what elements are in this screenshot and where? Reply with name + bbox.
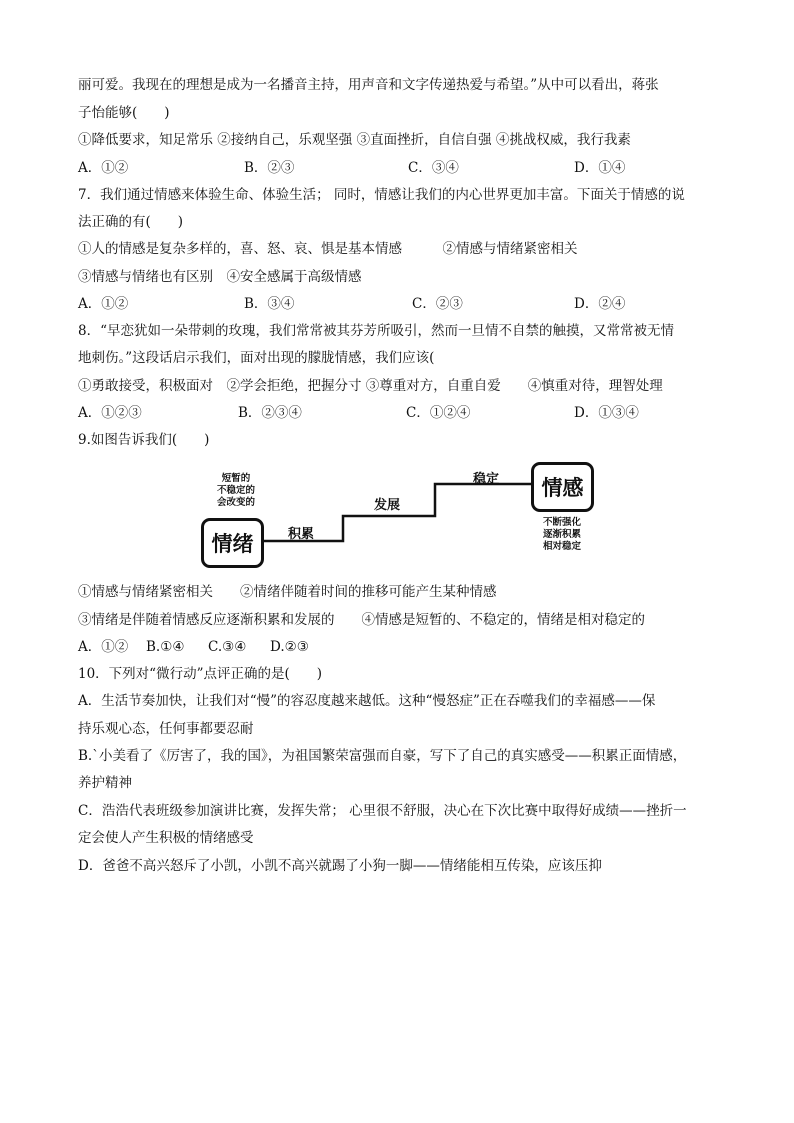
q10-option-a-line2[interactable]: 持乐观心态，任何事都要忍耐 (78, 721, 254, 737)
q9-statements-2: ③情绪是伴随着情感反应逐渐积累和发展的 ④情感是短暂的、不稳定的，情绪是相对稳定的 (78, 612, 645, 628)
step-develop-label: 发展 (374, 498, 401, 513)
q10-option-b-line1[interactable]: B.`小美看了《厉害了，我的国》，为祖国繁荣富强而自豪，写下了自己的真实感受——积累正面情感， (78, 748, 687, 764)
q9-option-b[interactable]: B.①④ (146, 639, 185, 655)
q6-option-c[interactable]: C．③④ (408, 160, 459, 176)
q8-stem-line2: 地刺伤。”这段话启示我们，面对出现的朦胧情感，我们应该( (78, 350, 435, 366)
q6-stem-line2: 子怡能够( ) (78, 105, 170, 121)
q6-stem-line1: 丽可爱。我现在的理想是成为一名播音主持，用声音和文字传递热爱与希望。”从中可以看出，蒋张 (78, 77, 659, 93)
step-stable-label: 稳定 (473, 472, 500, 487)
q9-option-c[interactable]: C.③④ (208, 639, 247, 655)
q10-option-c-line2[interactable]: 定会使人产生积极的情绪感受 (78, 830, 254, 846)
q10-option-b-line2[interactable]: 养护精神 (78, 775, 132, 791)
q8-option-b[interactable]: B．②③④ (238, 405, 302, 421)
q9-options (78, 638, 718, 656)
q7-statements-2: ③情感与情绪也有区别 ④安全感属于高级情感 (78, 269, 362, 285)
q10-stem: 10．下列对“微行动”点评正确的是( ) (78, 666, 323, 682)
q7-statements-1: ①人的情感是复杂多样的，喜、怒、哀、惧是基本情感 ②情感与情绪紧密相关 (78, 241, 578, 257)
feeling-box: 情感 (531, 462, 594, 512)
q6-option-b[interactable]: B．②③ (244, 160, 295, 176)
q7-option-b[interactable]: B．③④ (244, 296, 295, 312)
q8-option-c[interactable]: C．①②④ (406, 405, 471, 421)
step-accumulate-label: 积累 (288, 527, 315, 542)
emotion-box: 情绪 (201, 518, 264, 568)
q9-stem: 9.如图告诉我们( ) (78, 432, 210, 448)
q10-option-a-line1[interactable]: A．生活节奏加快，让我们对“慢”的容忍度越来越低。这种“慢怒症”正在吞噬我们的幸福感——保 (78, 693, 656, 709)
q8-option-d[interactable]: D．①③④ (574, 405, 639, 421)
q7-stem-line1: 7．我们通过情感来体验生命、体验生活； 同时，情感让我们的内心世界更加丰富。下面关于情感的说 (78, 187, 685, 203)
q9-option-a[interactable]: A．①② (78, 639, 129, 655)
q8-statements: ①勇敢接受，积极面对 ②学会拒绝，把握分寸 ③尊重对方，自重自爱 ④慎重对待，理智处理 (78, 378, 663, 394)
q7-option-a[interactable]: A．①② (78, 296, 129, 312)
q9-option-d[interactable]: D.②③ (270, 639, 309, 655)
q6-option-a[interactable]: A．①② (78, 160, 129, 176)
q7-option-c[interactable]: C．②③ (412, 296, 463, 312)
feeling-note: 不断强化 逐渐积累 相对稳定 (542, 517, 581, 552)
q7-stem-line2: 法正确的有( ) (78, 214, 184, 230)
q9-statements-1: ①情感与情绪紧密相关 ②情绪伴随着时间的推移可能产生某种情感 (78, 584, 497, 600)
q6-statements: ①降低要求，知足常乐 ②接纳自己，乐观坚强 ③直面挫折，自信自强 ④挑战权威，我行我素 (78, 132, 631, 148)
q6-option-d[interactable]: D．①④ (574, 160, 626, 176)
q7-option-d[interactable]: D．②④ (574, 296, 626, 312)
emotion-note: 短暂的 不稳定的 会改变的 (216, 473, 255, 508)
q10-option-d-line1[interactable]: D．爸爸不高兴怒斥了小凯，小凯不高兴就踢了小狗一脚——情绪能相互传染，应该压抑 (78, 858, 602, 874)
q8-stem-line1: 8．“早恋犹如一朵带刺的玫瑰，我们常常被其芬芳所吸引，然而一旦情不自禁的触摸，又常常被无情 (78, 323, 674, 339)
q10-option-c-line1[interactable]: C．浩浩代表班级参加演讲比赛，发挥失常； 心里很不舒服，决心在下次比赛中取得好成绩——挫折一 (78, 803, 687, 819)
q8-option-a[interactable]: A．①②③ (78, 405, 142, 421)
